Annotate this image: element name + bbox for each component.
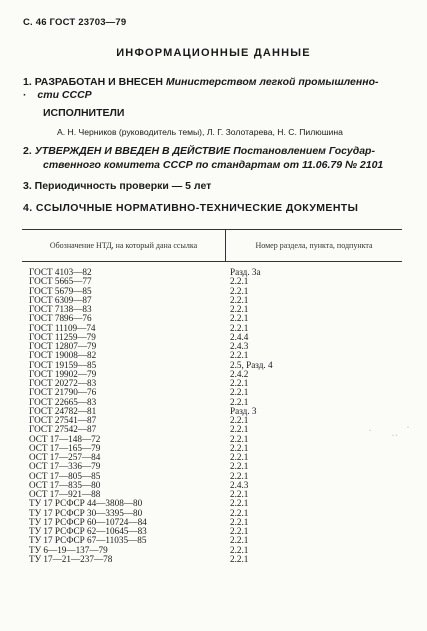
- row-section-ref: 2.2.1: [230, 553, 249, 564]
- row-section-ref: 2.5, Разд. 4: [230, 359, 273, 370]
- row-document: ГОСТ 6309—87: [29, 294, 92, 305]
- row-document: ГОСТ 5679—85: [29, 285, 92, 296]
- document-title: ИНФОРМАЦИОННЫЕ ДАННЫЕ: [116, 47, 311, 59]
- row-document: ОСТ 17—336—79: [29, 461, 101, 472]
- row-section-ref: 2.2.1: [230, 294, 249, 305]
- row-document: ГОСТ 11109—74: [29, 322, 96, 333]
- row-document: ГОСТ 27541—87: [29, 415, 97, 425]
- section-2-rest: Постановлением Государ-: [233, 145, 375, 157]
- row-document: ОСТ 17—257—84: [29, 452, 101, 462]
- scan-speck: ·: [369, 428, 371, 434]
- references-table: [22, 229, 402, 262]
- row-document: ТУ 17 РСФСР 30—3395—80: [29, 507, 143, 518]
- section-2: [23, 145, 375, 157]
- table-row: [29, 555, 389, 564]
- row-section-ref: 2.2.1: [230, 526, 249, 536]
- section-2-bold: УТВЕРЖДЕН И ВВЕДЕН В ДЕЙСТВИЕ: [34, 145, 231, 157]
- executors-heading-text: ИСПОЛНИТЕЛИ: [43, 107, 125, 119]
- row-section-ref: 2.2.1: [230, 489, 249, 499]
- row-document: ТУ 17 РСФСР 67—11035—85: [29, 535, 147, 546]
- row-section-ref: 2.2.1: [230, 378, 249, 388]
- row-document: ГОСТ 20272—83: [29, 378, 97, 388]
- row-document: ТУ 17—21—237—78: [29, 553, 113, 564]
- row-section-ref: 2.2.1: [230, 313, 249, 324]
- row-section-ref: 2.4.3: [230, 341, 249, 351]
- row-document: ГОСТ 22665—83: [29, 396, 97, 407]
- table-body: [29, 268, 389, 564]
- row-section-ref: 2.2.1: [230, 415, 249, 425]
- executors-list: А. Н. Черников (руководитель темы), Л. Г. Золотарева, Н. С. Пилюшина: [57, 127, 343, 137]
- section-2-line2-text: ственного комитета СССР по стандартам от 11.06.79 № 2101: [43, 159, 384, 171]
- row-document: ОСТ 17—805—85: [29, 470, 101, 481]
- row-document: ОСТ 17—148—72: [29, 433, 101, 444]
- section-1-rest: Министерством легкой промышленно-: [165, 76, 379, 88]
- row-document: ТУ 6—19—137—79: [29, 544, 108, 555]
- row-section-ref: 2.4.2: [230, 368, 249, 379]
- row-section-ref: Разд. 3: [230, 405, 257, 416]
- row-section-ref: 2.2.1: [230, 461, 249, 472]
- section-4: [23, 202, 358, 214]
- row-section-ref: 2.2.1: [230, 442, 249, 453]
- row-section-ref: 2.2.1: [230, 498, 249, 509]
- section-1-line2-text: сти СССР: [37, 89, 92, 101]
- row-document: ГОСТ 7138—83: [29, 304, 92, 314]
- row-section-ref: 2.4.3: [230, 479, 249, 490]
- row-section-ref: 2.2.1: [230, 452, 249, 462]
- row-document: ОСТ 17—921—88: [29, 489, 101, 499]
- row-section-ref: 2.2.1: [230, 304, 249, 314]
- row-document: ТУ 17 РСФСР 60—10724—84: [29, 516, 147, 527]
- col-header-document: Обозначение НТД, на который дана ссылка: [22, 230, 226, 261]
- row-section-ref: 2.2.1: [230, 470, 249, 481]
- row-document: ГОСТ 19159—85: [29, 359, 97, 370]
- col-header-section: Номер раздела, пункта, подпункта: [255, 241, 373, 250]
- row-document: ГОСТ 12807—79: [29, 341, 97, 351]
- section-2-line2: [43, 159, 383, 171]
- row-section-ref: 2.2.1: [230, 507, 249, 518]
- section-1-number: 1.: [23, 76, 32, 88]
- section-1-line2: · сти СССР: [23, 89, 92, 101]
- row-section-ref: 2.2.1: [230, 276, 249, 287]
- row-document: ГОСТ 19008—82: [29, 350, 97, 361]
- row-document: ГОСТ 27542—87: [29, 424, 97, 435]
- section-4-text: 4. ССЫЛОЧНЫЕ НОРМАТИВНО-ТЕХНИЧЕСКИЕ ДОКУМЕНТЫ: [23, 202, 359, 214]
- section-1-bold: РАЗРАБОТАН И ВНЕСЕН: [34, 76, 163, 88]
- row-document: ТУ 17 РСФСР 44—3808—80: [29, 498, 143, 509]
- section-3: [23, 180, 211, 192]
- row-section-ref: 2.2.1: [230, 544, 249, 555]
- scan-speck: ·: [407, 425, 409, 431]
- row-section-ref: 2.2.1: [230, 322, 249, 333]
- row-section-ref: 2.2.1: [230, 433, 249, 444]
- row-section-ref: 2.2.1: [230, 285, 249, 296]
- row-section-ref: 2.2.1: [230, 387, 249, 398]
- row-document: ГОСТ 21790—76: [29, 387, 97, 398]
- row-document: ГОСТ 5665—77: [29, 276, 92, 287]
- row-document: ГОСТ 7896—76: [29, 313, 92, 324]
- row-section-ref: 2.2.1: [230, 516, 249, 527]
- section-1: [23, 76, 378, 88]
- row-document: ТУ 17 РСФСР 62—10645—83: [29, 526, 147, 536]
- executors-heading: [43, 107, 124, 119]
- row-document: ГОСТ 11259—79: [29, 331, 96, 342]
- row-section-ref: 2.2.1: [230, 535, 249, 546]
- row-section-ref: Разд. 3а: [230, 267, 261, 277]
- page-header: С. 46 ГОСТ 23703—79: [23, 17, 127, 28]
- row-document: ГОСТ 19902—79: [29, 368, 97, 379]
- row-document: ОСТ 17—165—79: [29, 442, 101, 453]
- row-section-ref: 2.2.1: [230, 350, 249, 361]
- row-section-ref: 2.4.4: [230, 331, 249, 342]
- section-2-number: 2.: [23, 145, 32, 157]
- row-document: ГОСТ 24782—81: [29, 405, 97, 416]
- scan-speck: · ·: [392, 433, 398, 439]
- row-section-ref: 2.2.1: [230, 424, 249, 435]
- row-document: ОСТ 17—835—80: [29, 479, 101, 490]
- section-3-text: 3. Периодичность проверки — 5 лет: [23, 180, 212, 192]
- row-section-ref: 2.2.1: [230, 396, 249, 407]
- table-header: [22, 230, 402, 262]
- row-document: ГОСТ 4103—82: [29, 267, 92, 277]
